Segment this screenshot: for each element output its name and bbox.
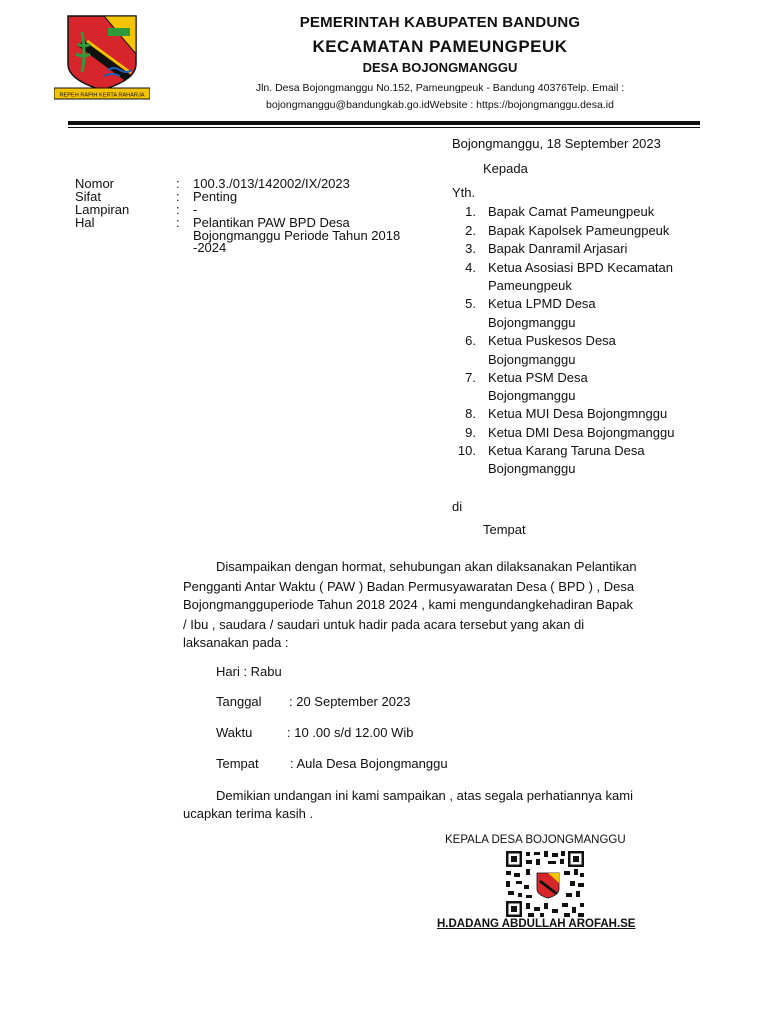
body-paragraph-line: Disampaikan dengan hormat, sehubungan akan dilaksanakan Pelantikan xyxy=(216,559,637,574)
event-tanggal-label: Tanggal xyxy=(216,694,262,709)
sifat-label: Sifat xyxy=(75,189,102,204)
hal-value-line2: Bojongmanggu Periode Tahun 2018 xyxy=(193,228,401,243)
body-paragraph-line: Bojongmangguperiode Tahun 2018 2024 , kami mengundangkehadiran Bapak xyxy=(183,597,634,612)
event-waktu-label: Waktu xyxy=(216,725,253,740)
recipient-item: Bapak Kapolsek Pameungpeuk xyxy=(488,223,670,238)
closing-line: Demikian undangan ini kami sampaikan , atas segala perhatiannya kami xyxy=(216,788,633,803)
recipient-item-cont: Pameungpeuk xyxy=(488,278,572,293)
event-waktu-value: : 10 .00 s/d 12.00 Wib xyxy=(287,725,414,740)
recipient-item: Ketua Puskesos Desa xyxy=(488,333,616,348)
recipient-number: 3. xyxy=(465,241,476,256)
recipient-item: Ketua LPMD Desa xyxy=(488,296,596,311)
header-kecamatan: KECAMATAN PAMEUNGPEUK xyxy=(312,37,568,56)
recipient-item: Ketua Karang Taruna Desa xyxy=(488,443,645,458)
header-address: Jln. Desa Bojongmanggu No.152, Pameungpeuk - Bandung 40376Telp. Email : xyxy=(255,82,625,94)
recipient-number: 8. xyxy=(465,406,476,421)
tempat-address-label: Tempat xyxy=(483,522,526,537)
recipient-number: 7. xyxy=(465,370,476,385)
body-paragraph-line: Pengganti Antar Waktu ( PAW ) Badan Permusyawaratan Desa ( BPD ) , Desa xyxy=(183,579,635,594)
recipient-number: 6. xyxy=(465,333,476,348)
signatory-name: H.DADANG ABDULLAH AROFAH.SE xyxy=(437,918,636,930)
signature-title: KEPALA DESA BOJONGMANGGU xyxy=(445,834,626,846)
di-label: di xyxy=(452,499,463,514)
header-desa: DESA BOJONGMANGGU xyxy=(362,60,518,75)
lampiran-colon: : xyxy=(176,202,180,217)
recipient-item-cont: Bojongmanggu xyxy=(488,352,576,367)
lampiran-label: Lampiran xyxy=(75,202,130,217)
nomor-label: Nomor xyxy=(75,176,115,191)
event-tempat-label: Tempat xyxy=(216,756,259,771)
recipient-number: 10. xyxy=(457,443,476,458)
recipient-item: Ketua PSM Desa xyxy=(488,370,588,385)
event-tempat-value: : Aula Desa Bojongmanggu xyxy=(290,756,448,771)
hal-label: Hal xyxy=(75,215,95,230)
hal-value-line1: Pelantikan PAW BPD Desa xyxy=(193,215,350,230)
body-paragraph-line: laksanakan pada : xyxy=(183,635,289,650)
recipient-item: Ketua Asosiasi BPD Kecamatan xyxy=(488,260,673,275)
kepada-label: Kepada xyxy=(483,161,528,176)
recipient-item: Ketua DMI Desa Bojongmanggu xyxy=(488,425,675,440)
recipient-item-cont: Bojongmanggu xyxy=(488,388,576,403)
event-hari: Hari : Rabu xyxy=(216,664,282,679)
recipient-item: Bapak Danramil Arjasari xyxy=(488,241,628,256)
recipient-item: Bapak Camat Pameungpeuk xyxy=(488,204,655,219)
body-paragraph-line: / Ibu , saudara / saudari untuk hadir pada acara tersebut yang akan di xyxy=(183,617,585,632)
hal-colon: : xyxy=(176,215,180,230)
nomor-colon: : xyxy=(176,176,180,191)
recipient-number: 2. xyxy=(465,223,476,238)
letterhead-rule-thick xyxy=(68,121,700,125)
header-pemerintah: PEMERINTAH KABUPATEN BANDUNG xyxy=(299,14,581,31)
letterhead-rule-thin xyxy=(68,127,700,128)
recipient-number: 5. xyxy=(465,296,476,311)
recipient-item-cont: Bojongmanggu xyxy=(488,461,576,476)
recipient-number: 1. xyxy=(465,204,476,219)
header-contact: bojongmanggu@bandungkab.go.idWebsite : https://bojongmanggu.desa.id xyxy=(266,99,614,111)
sifat-value: Penting xyxy=(193,189,238,204)
hal-value-line3: -2024 xyxy=(193,240,227,255)
sifat-colon: : xyxy=(176,189,180,204)
closing-line: ucapkan terima kasih . xyxy=(183,806,314,821)
date-line: Bojongmanggu, 18 September 2023 xyxy=(452,136,661,151)
recipient-number: 9. xyxy=(465,425,476,440)
yth-label: Yth. xyxy=(452,185,476,200)
kabupaten-bandung-emblem xyxy=(54,14,150,100)
logo-motto: REPEH RAPIH KERTA RAHARJA xyxy=(59,92,145,99)
recipient-number: 4. xyxy=(465,260,476,275)
qr-code-signature-image xyxy=(504,849,586,919)
event-tanggal-value: : 20 September 2023 xyxy=(289,694,411,709)
recipient-item: Ketua MUI Desa Bojongmnggu xyxy=(488,406,668,421)
nomor-value: 100.3./013/142002/IX/2023 xyxy=(193,176,350,191)
lampiran-value: - xyxy=(193,202,198,217)
recipient-item-cont: Bojongmanggu xyxy=(488,315,576,330)
